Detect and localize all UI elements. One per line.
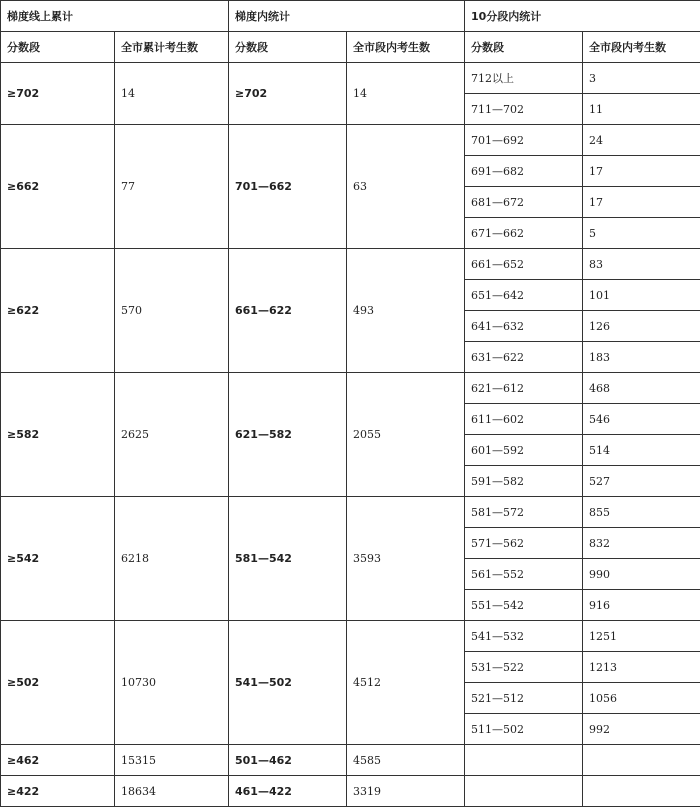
in-band-count-cell: 14 [347, 63, 465, 125]
cumulative-count-cell: 15315 [115, 745, 229, 776]
ten-point-range-cell: 671—662 [465, 218, 583, 249]
column-header: 分数段 [1, 32, 115, 63]
ten-point-count-cell: 183 [583, 342, 700, 373]
in-band-range-cell: 661—622 [229, 249, 347, 373]
in-band-range-cell: 541—502 [229, 621, 347, 745]
cumulative-range-cell: ≥702 [1, 63, 115, 125]
cumulative-range-cell: ≥662 [1, 125, 115, 249]
ten-point-count-cell: 17 [583, 187, 700, 218]
column-header: 分数段 [465, 32, 583, 63]
ten-point-count-cell: 24 [583, 125, 700, 156]
ten-point-range-cell: 621—612 [465, 373, 583, 404]
group-header-ten-point: 10分段内统计 [465, 1, 700, 32]
column-header: 全市段内考生数 [347, 32, 465, 63]
cumulative-count-cell: 6218 [115, 497, 229, 621]
column-header-row [1, 32, 700, 63]
table-row [1, 125, 700, 156]
ten-point-range-cell: 691—682 [465, 156, 583, 187]
table-row [1, 497, 700, 528]
table-row [1, 373, 700, 404]
ten-point-count-cell: 5 [583, 218, 700, 249]
ten-point-range-cell: 611—602 [465, 404, 583, 435]
ten-point-range-cell: 571—562 [465, 528, 583, 559]
ten-point-range-cell: 651—642 [465, 280, 583, 311]
ten-point-range-cell: 712以上 [465, 63, 583, 94]
cumulative-count-cell: 77 [115, 125, 229, 249]
ten-point-range-cell: 641—632 [465, 311, 583, 342]
ten-point-range-cell: 661—652 [465, 249, 583, 280]
in-band-count-cell: 3319 [347, 776, 465, 807]
in-band-range-cell: 461—422 [229, 776, 347, 807]
table-row [1, 63, 700, 94]
cumulative-count-cell: 14 [115, 63, 229, 125]
cumulative-count-cell: 570 [115, 249, 229, 373]
in-band-count-cell: 63 [347, 125, 465, 249]
ten-point-count-cell: 3 [583, 63, 700, 94]
column-header: 全市段内考生数 [583, 32, 700, 63]
in-band-range-cell: 701—662 [229, 125, 347, 249]
ten-point-count-cell: 1213 [583, 652, 700, 683]
ten-point-count-cell: 17 [583, 156, 700, 187]
empty-cell [465, 745, 583, 776]
empty-cell [583, 776, 700, 807]
ten-point-count-cell: 546 [583, 404, 700, 435]
ten-point-count-cell: 992 [583, 714, 700, 745]
group-header-row [1, 1, 700, 32]
ten-point-count-cell: 101 [583, 280, 700, 311]
ten-point-range-cell: 581—572 [465, 497, 583, 528]
ten-point-count-cell: 916 [583, 590, 700, 621]
in-band-count-cell: 2055 [347, 373, 465, 497]
ten-point-count-cell: 527 [583, 466, 700, 497]
cumulative-count-cell: 10730 [115, 621, 229, 745]
column-header: 全市累计考生数 [115, 32, 229, 63]
cumulative-range-cell: ≥542 [1, 497, 115, 621]
cumulative-range-cell: ≥462 [1, 745, 115, 776]
table-row [1, 249, 700, 280]
ten-point-count-cell: 855 [583, 497, 700, 528]
in-band-count-cell: 4585 [347, 745, 465, 776]
column-header: 分数段 [229, 32, 347, 63]
ten-point-count-cell: 83 [583, 249, 700, 280]
ten-point-range-cell: 711—702 [465, 94, 583, 125]
ten-point-count-cell: 468 [583, 373, 700, 404]
ten-point-range-cell: 561—552 [465, 559, 583, 590]
table-row [1, 776, 700, 807]
table-row [1, 621, 700, 652]
ten-point-count-cell: 11 [583, 94, 700, 125]
ten-point-range-cell: 521—512 [465, 683, 583, 714]
ten-point-range-cell: 631—622 [465, 342, 583, 373]
ten-point-range-cell: 601—592 [465, 435, 583, 466]
empty-cell [465, 776, 583, 807]
in-band-count-cell: 3593 [347, 497, 465, 621]
group-header-in-band: 梯度内统计 [229, 1, 465, 32]
cumulative-range-cell: ≥502 [1, 621, 115, 745]
cumulative-range-cell: ≥422 [1, 776, 115, 807]
ten-point-range-cell: 591—582 [465, 466, 583, 497]
ten-point-count-cell: 514 [583, 435, 700, 466]
cumulative-count-cell: 18634 [115, 776, 229, 807]
in-band-range-cell: 621—582 [229, 373, 347, 497]
cumulative-range-cell: ≥622 [1, 249, 115, 373]
in-band-range-cell: 501—462 [229, 745, 347, 776]
ten-point-range-cell: 531—522 [465, 652, 583, 683]
in-band-count-cell: 493 [347, 249, 465, 373]
ten-point-range-cell: 701—692 [465, 125, 583, 156]
table-body [1, 63, 700, 807]
in-band-range-cell: 581—542 [229, 497, 347, 621]
in-band-count-cell: 4512 [347, 621, 465, 745]
ten-point-count-cell: 1056 [583, 683, 700, 714]
group-header-cumulative: 梯度线上累计 [1, 1, 229, 32]
table-row [1, 745, 700, 776]
ten-point-range-cell: 681—672 [465, 187, 583, 218]
cumulative-range-cell: ≥582 [1, 373, 115, 497]
ten-point-count-cell: 832 [583, 528, 700, 559]
ten-point-range-cell: 541—532 [465, 621, 583, 652]
ten-point-range-cell: 551—542 [465, 590, 583, 621]
ten-point-count-cell: 126 [583, 311, 700, 342]
ten-point-range-cell: 511—502 [465, 714, 583, 745]
in-band-range-cell: ≥702 [229, 63, 347, 125]
empty-cell [583, 745, 700, 776]
cumulative-count-cell: 2625 [115, 373, 229, 497]
ten-point-count-cell: 1251 [583, 621, 700, 652]
ten-point-count-cell: 990 [583, 559, 700, 590]
